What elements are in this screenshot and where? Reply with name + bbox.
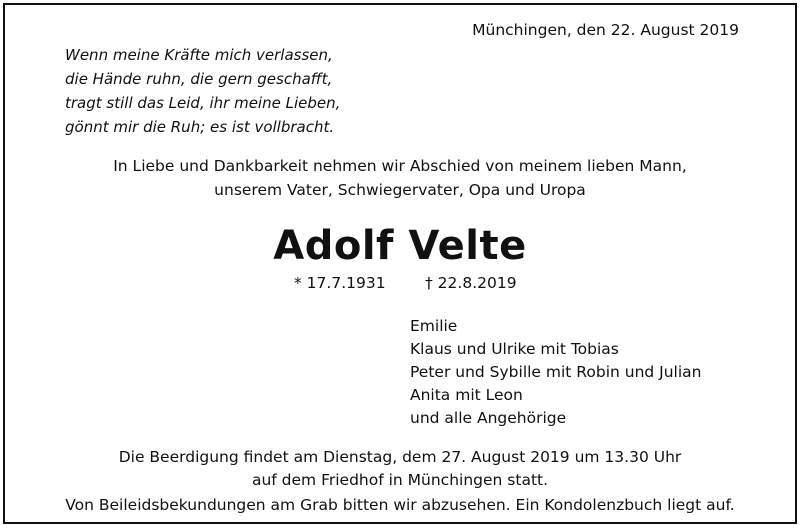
closing-note: Von Beileidsbekundungen am Grab bitten wir abzusehen. Ein Kondolenzbuch liegt auf. (65, 496, 735, 514)
intro-line: In Liebe und Dankbarkeit nehmen wir Abschied von meinem lieben Mann, (113, 157, 687, 175)
poem (65, 43, 340, 139)
place-date: Münchingen, den 22. August 2019 (472, 21, 739, 39)
intro-line: unserem Vater, Schwiegervater, Opa und Uropa (214, 181, 586, 199)
poem-line: die Hände ruhn, die gern geschafft, (65, 70, 333, 88)
family-list (410, 315, 702, 430)
family-member: Peter und Sybille mit Robin und Julian (410, 363, 702, 381)
poem-line: Wenn meine Kräfte mich verlassen, (65, 46, 333, 64)
deceased-name: Adolf Velte (273, 223, 527, 269)
poem-line: gönnt mir die Ruh; es ist vollbracht. (65, 118, 335, 136)
family-member: Klaus und Ulrike mit Tobias (410, 340, 619, 358)
funeral-line: Die Beerdigung findet am Dienstag, dem 27. August 2019 um 13.30 Uhr (118, 448, 682, 466)
family-member: Emilie (410, 317, 458, 335)
family-member: Anita mit Leon (410, 386, 523, 404)
family-member: und alle Angehörige (410, 409, 567, 427)
funeral-info (5, 446, 795, 492)
obituary-notice (3, 3, 797, 524)
intro-text (5, 154, 795, 202)
death-date: † 22.8.2019 (425, 274, 517, 292)
birth-date: * 17.7.1931 (294, 274, 386, 292)
funeral-line: auf dem Friedhof in Münchingen statt. (251, 471, 549, 489)
poem-line: tragt still das Leid, ihr meine Lieben, (65, 94, 341, 112)
